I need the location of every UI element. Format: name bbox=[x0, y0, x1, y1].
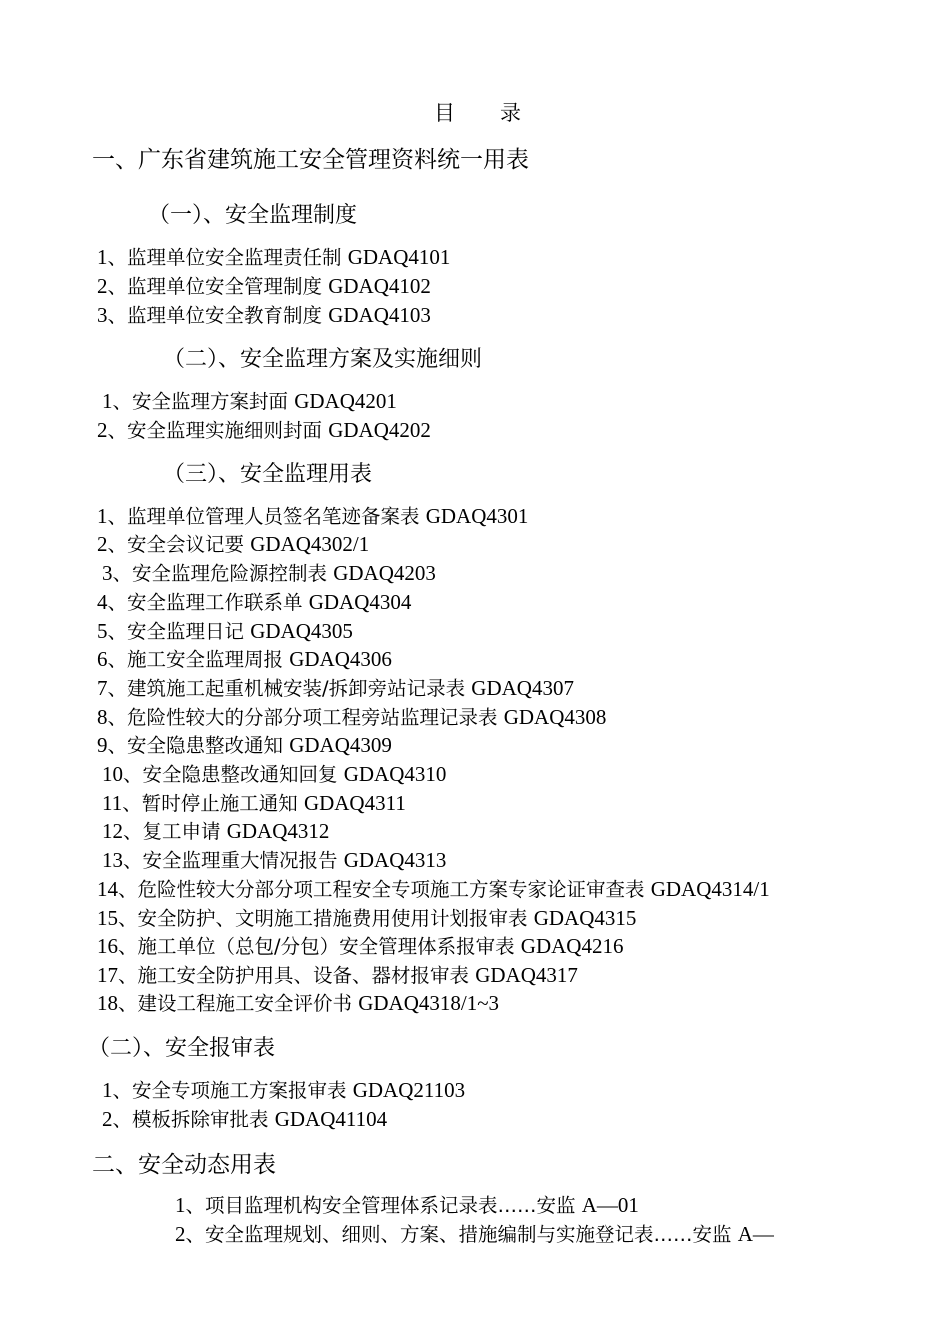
list-item: 2、模板拆除审批表 GDAQ41104 bbox=[102, 1107, 388, 1131]
subsection-heading-4: （二）、安全报审表 bbox=[88, 1036, 276, 1061]
list-item: 2、监理单位安全管理制度 GDAQ4102 bbox=[97, 274, 431, 298]
list-item: 8、危险性较大的分部分项工程旁站监理记录表 GDAQ4308 bbox=[97, 705, 607, 729]
list-item: 1、项目监理机构安全管理体系记录表……安监 A—01 bbox=[175, 1193, 639, 1217]
list-item: 15、安全防护、文明施工措施费用使用计划报审表 GDAQ4315 bbox=[97, 906, 637, 930]
list-item: 13、安全监理重大情况报告 GDAQ4313 bbox=[102, 848, 447, 872]
section-heading-2: 二、安全动态用表 bbox=[92, 1152, 276, 1178]
list-item: 16、施工单位（总包/分包）安全管理体系报审表 GDAQ4216 bbox=[97, 934, 624, 958]
page-title bbox=[434, 97, 522, 127]
subsection-heading-1: （一）、安全监理制度 bbox=[148, 203, 358, 228]
list-item: 6、施工安全监理周报 GDAQ4306 bbox=[97, 647, 392, 671]
list-item: 2、安全监理实施细则封面 GDAQ4202 bbox=[97, 418, 431, 442]
list-item: 9、安全隐患整改通知 GDAQ4309 bbox=[97, 733, 392, 757]
list-item: 2、安全监理规划、细则、方案、措施编制与实施登记表……安监 A— bbox=[175, 1222, 774, 1246]
list-item: 11、暂时停止施工通知 GDAQ4311 bbox=[102, 791, 406, 815]
title-char-1: 目 bbox=[434, 101, 456, 125]
list-item: 5、安全监理日记 GDAQ4305 bbox=[97, 619, 353, 643]
subsection-heading-3: （三）、安全监理用表 bbox=[163, 462, 373, 487]
list-item: 3、监理单位安全教育制度 GDAQ4103 bbox=[97, 303, 431, 327]
list-item: 2、安全会议记要 GDAQ4302/1 bbox=[97, 532, 370, 556]
list-item: 1、安全监理方案封面 GDAQ4201 bbox=[102, 389, 397, 413]
list-item: 4、安全监理工作联系单 GDAQ4304 bbox=[97, 590, 412, 614]
list-item: 7、建筑施工起重机械安装/拆卸旁站记录表 GDAQ4307 bbox=[97, 676, 574, 700]
list-item: 14、危险性较大分部分项工程安全专项施工方案专家论证审查表 GDAQ4314/1 bbox=[97, 877, 770, 901]
list-item: 12、复工申请 GDAQ4312 bbox=[102, 819, 330, 843]
list-item: 1、监理单位安全监理责任制 GDAQ4101 bbox=[97, 245, 451, 269]
list-item: 18、建设工程施工安全评价书 GDAQ4318/1~3 bbox=[97, 991, 500, 1015]
list-item: 10、安全隐患整改通知回复 GDAQ4310 bbox=[102, 762, 447, 786]
list-item: 17、施工安全防护用具、设备、器材报审表 GDAQ4317 bbox=[97, 963, 578, 987]
list-item: 3、安全监理危险源控制表 GDAQ4203 bbox=[102, 561, 436, 585]
list-item: 1、安全专项施工方案报审表 GDAQ21103 bbox=[102, 1078, 466, 1102]
title-char-2: 录 bbox=[500, 101, 522, 125]
list-item: 1、监理单位管理人员签名笔迹备案表 GDAQ4301 bbox=[97, 504, 529, 528]
section-heading-1: 一、广东省建筑施工安全管理资料统一用表 bbox=[92, 147, 529, 173]
subsection-heading-2: （二）、安全监理方案及实施细则 bbox=[163, 347, 483, 372]
